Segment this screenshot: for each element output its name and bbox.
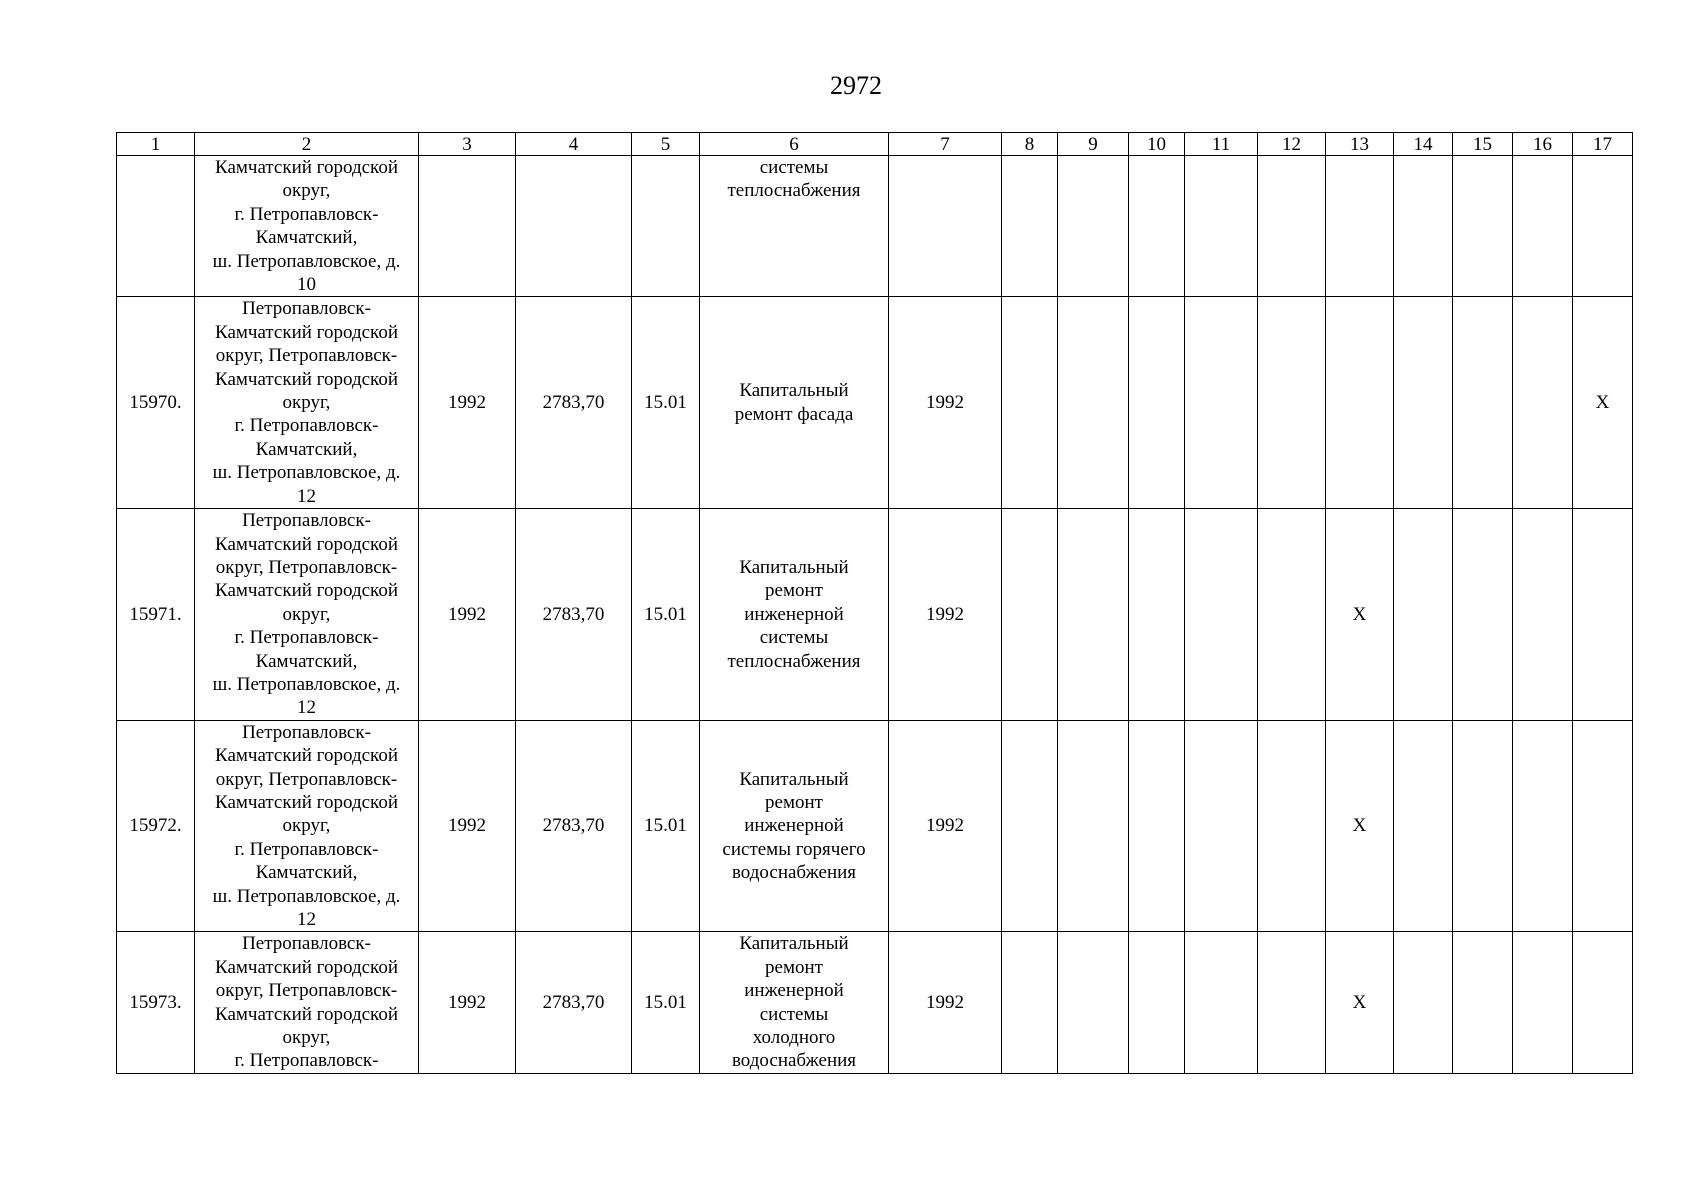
col13-cell <box>1326 297 1394 509</box>
code-cell: 15.01 <box>632 509 700 721</box>
column-number: 2 <box>195 133 419 156</box>
col9-cell <box>1058 932 1129 1073</box>
year-cell: 1992 <box>419 509 516 721</box>
area-cell: 2783,70 <box>516 720 632 932</box>
col17-cell <box>1573 932 1633 1073</box>
column-number: 3 <box>419 133 516 156</box>
address-cell: Петропавловск- Камчатский городской округ, Петропавловск- Камчатский городской округ, г. Петропавловск- Камчатский, ш. Петропавловское, д. 12 <box>195 509 419 721</box>
work-type-cell: Капитальный ремонт фасада <box>700 297 889 509</box>
year2-cell: 1992 <box>889 932 1002 1073</box>
column-number: 6 <box>700 133 889 156</box>
col12-cell <box>1258 932 1326 1073</box>
col8-cell <box>1002 297 1058 509</box>
col13-cell: X <box>1326 509 1394 721</box>
area-cell: 2783,70 <box>516 932 632 1073</box>
col10-cell <box>1129 932 1185 1073</box>
year-cell: 1992 <box>419 297 516 509</box>
col14-cell <box>1394 156 1453 297</box>
register-table <box>116 132 1633 1074</box>
col10-cell <box>1129 720 1185 932</box>
col13-cell <box>1326 156 1394 297</box>
area-cell <box>516 156 632 297</box>
year2-cell <box>889 156 1002 297</box>
col12-cell <box>1258 720 1326 932</box>
column-number: 4 <box>516 133 632 156</box>
year2-cell: 1992 <box>889 720 1002 932</box>
col15-cell <box>1453 156 1513 297</box>
column-number: 13 <box>1326 133 1394 156</box>
col15-cell <box>1453 509 1513 721</box>
row-number: 15971. <box>117 509 195 721</box>
col13-cell: X <box>1326 932 1394 1073</box>
address-cell: Петропавловск- Камчатский городской округ, Петропавловск- Камчатский городской округ, г. Петропавловск- Камчатский, ш. Петропавловское, д. 12 <box>195 297 419 509</box>
col9-cell <box>1058 720 1129 932</box>
col11-cell <box>1185 932 1258 1073</box>
col10-cell <box>1129 509 1185 721</box>
column-number: 9 <box>1058 133 1129 156</box>
code-cell <box>632 156 700 297</box>
col9-cell <box>1058 297 1129 509</box>
col17-cell <box>1573 156 1633 297</box>
col14-cell <box>1394 297 1453 509</box>
code-cell: 15.01 <box>632 297 700 509</box>
column-number: 8 <box>1002 133 1058 156</box>
col9-cell <box>1058 156 1129 297</box>
work-type-cell: Капитальный ремонт инженерной системы горячего водоснабжения <box>700 720 889 932</box>
table-row <box>117 156 1633 297</box>
col15-cell <box>1453 932 1513 1073</box>
work-type-cell: Капитальный ремонт инженерной системы холодного водоснабжения <box>700 932 889 1073</box>
column-number: 15 <box>1453 133 1513 156</box>
year-cell <box>419 156 516 297</box>
col15-cell <box>1453 297 1513 509</box>
col8-cell <box>1002 156 1058 297</box>
column-number: 14 <box>1394 133 1453 156</box>
code-cell: 15.01 <box>632 720 700 932</box>
table-row <box>117 932 1633 1073</box>
area-cell: 2783,70 <box>516 509 632 721</box>
col16-cell <box>1513 156 1573 297</box>
col12-cell <box>1258 509 1326 721</box>
column-number: 12 <box>1258 133 1326 156</box>
year-cell: 1992 <box>419 932 516 1073</box>
column-number: 17 <box>1573 133 1633 156</box>
col17-cell <box>1573 720 1633 932</box>
col16-cell <box>1513 932 1573 1073</box>
row-number <box>117 156 195 297</box>
col17-cell: X <box>1573 297 1633 509</box>
code-cell: 15.01 <box>632 932 700 1073</box>
col12-cell <box>1258 297 1326 509</box>
col17-cell <box>1573 509 1633 721</box>
area-cell: 2783,70 <box>516 297 632 509</box>
col14-cell <box>1394 932 1453 1073</box>
address-cell: Камчатский городской округ, г. Петропавловск- Камчатский, ш. Петропавловское, д. 10 <box>195 156 419 297</box>
column-number-row <box>117 133 1633 156</box>
column-number: 7 <box>889 133 1002 156</box>
column-number: 1 <box>117 133 195 156</box>
column-number: 10 <box>1129 133 1185 156</box>
row-number: 15973. <box>117 932 195 1073</box>
table-row <box>117 509 1633 721</box>
col11-cell <box>1185 156 1258 297</box>
col8-cell <box>1002 509 1058 721</box>
column-number: 5 <box>632 133 700 156</box>
col12-cell <box>1258 156 1326 297</box>
col11-cell <box>1185 720 1258 932</box>
col8-cell <box>1002 932 1058 1073</box>
col11-cell <box>1185 297 1258 509</box>
address-cell: Петропавловск- Камчатский городской округ, Петропавловск- Камчатский городской округ, г. Петропавловск- Камчатский, ш. Петропавловское, д. 12 <box>195 720 419 932</box>
work-type-cell: системы теплоснабжения <box>700 156 889 297</box>
address-cell: Петропавловск- Камчатский городской округ, Петропавловск- Камчатский городской округ, г. Петропавловск- <box>195 932 419 1073</box>
table-row <box>117 720 1633 932</box>
row-number: 15970. <box>117 297 195 509</box>
col16-cell <box>1513 720 1573 932</box>
row-number: 15972. <box>117 720 195 932</box>
col8-cell <box>1002 720 1058 932</box>
table-row <box>117 297 1633 509</box>
col10-cell <box>1129 156 1185 297</box>
page-number: 2972 <box>830 71 882 100</box>
col14-cell <box>1394 720 1453 932</box>
year2-cell: 1992 <box>889 297 1002 509</box>
col16-cell <box>1513 509 1573 721</box>
col11-cell <box>1185 509 1258 721</box>
year-cell: 1992 <box>419 720 516 932</box>
col15-cell <box>1453 720 1513 932</box>
column-number: 16 <box>1513 133 1573 156</box>
col14-cell <box>1394 509 1453 721</box>
work-type-cell: Капитальный ремонт инженерной системы теплоснабжения <box>700 509 889 721</box>
col16-cell <box>1513 297 1573 509</box>
year2-cell: 1992 <box>889 509 1002 721</box>
col9-cell <box>1058 509 1129 721</box>
column-number: 11 <box>1185 133 1258 156</box>
col13-cell: X <box>1326 720 1394 932</box>
col10-cell <box>1129 297 1185 509</box>
